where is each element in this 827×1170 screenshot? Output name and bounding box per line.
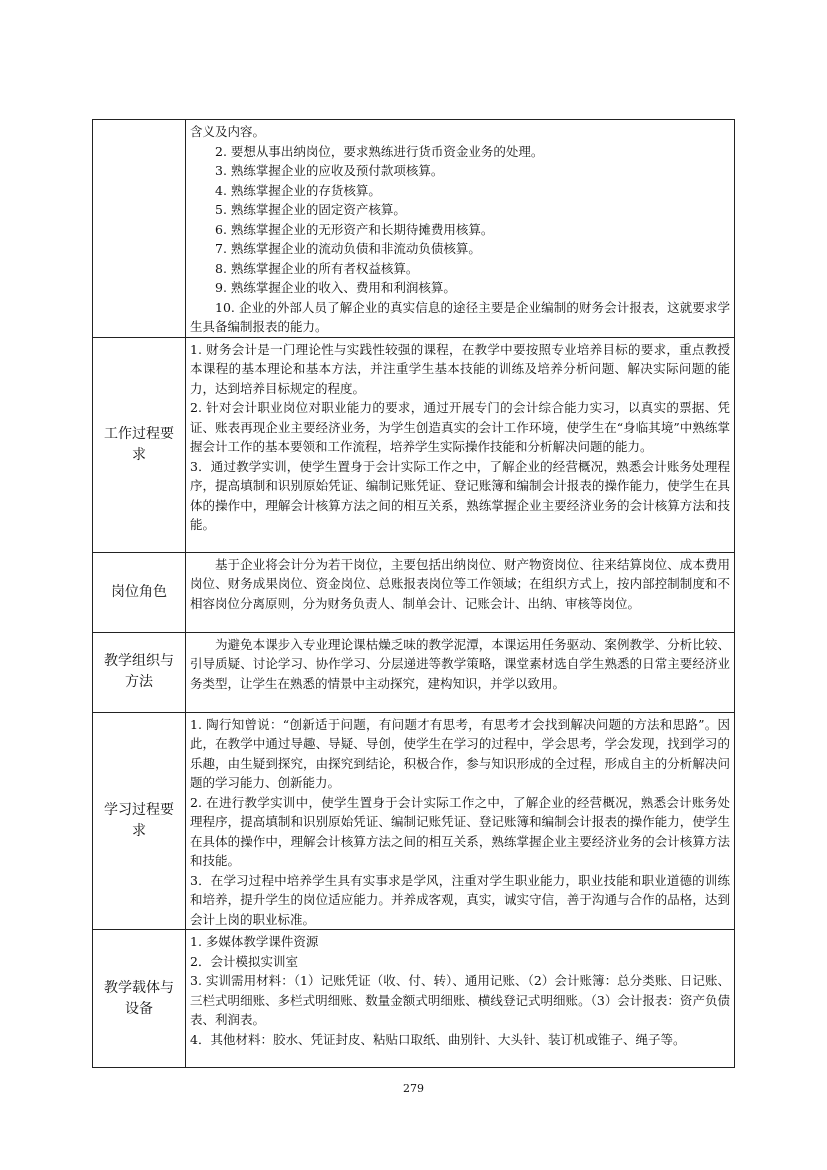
row-content-teaching-org	[186, 632, 735, 712]
row-label-intro	[93, 120, 186, 338]
row-label-learning-process: 学习过程要求	[93, 712, 186, 930]
intro-line: 10. 企业的外部人员了解企业的真实信息的途径主要是企业编制的财务会计报表，这就要求学生具备编制报表的能力。	[190, 299, 730, 334]
work-process-item: 2. 针对会计职业岗位对职业能力的要求，通过开展专门的会计综合能力实习，以真实的票据、凭证、账表再现企业主要经济业务，为学生创造真实的会计工作环境，使学生在“身临其境”中熟练掌握会计工作的基本要领和工作流程，培养学生实际操作技能和分析解决问题的能力。	[190, 400, 730, 454]
course-requirements-table	[92, 119, 735, 1068]
teaching-media-item: 4．其他材料：胶水、凭证封皮、粘贴口取纸、曲别针、大头针、装订机或锥子、绳子等。	[190, 1031, 686, 1047]
intro-line: 3. 熟练掌握企业的应收及预付款项核算。	[215, 163, 444, 178]
row-content-intro	[186, 120, 735, 338]
page-number: 279	[403, 1082, 424, 1095]
table-row-teaching-media	[93, 930, 735, 1068]
learning-process-item: 1. 陶行知曾说：“创新适于问题，有问题才有思考，有思考才会找到解决问题的方法和思路”。因此，在教学中通过导趣、导疑、导创，使学生在学习的过程中，学会思考，学会发现，找到学习的乐趣，由生疑到探究，由探究到结论，积极合作，参与知识形成的全过程，形成自主的分析解决问题的学习能力、创新能力。	[190, 716, 730, 790]
row-label-teaching-org: 教学组织与方法	[93, 632, 186, 712]
table-row-learning-process	[93, 712, 735, 930]
row-content-teaching-media	[186, 930, 735, 1068]
table-row-teaching-org	[93, 632, 735, 712]
table-row-roles	[93, 552, 735, 632]
intro-line: 7. 熟练掌握企业的流动负债和非流动负债核算。	[215, 241, 481, 256]
roles-text: 基于企业将会计分为若干岗位，主要包括出纳岗位、财产物资岗位、往来结算岗位、成本费用岗位、财务成果岗位、资金岗位、总账报表岗位等工作领域；在组织方式上，按内部控制制度和不相容岗位分离原则，分为财务负责人、制单会计、记账会计、出纳、审核等岗位。	[190, 556, 730, 611]
row-content-roles	[186, 552, 735, 632]
work-process-item: 1. 财务会计是一门理论性与实践性较强的课程，在教学中要按照专业培养目标的要求，重点教授本课程的基本理论和基本方法，并注重学生基本技能的训练及培养分析问题、解决实际问题的能力，达到培养目标规定的程度。	[190, 341, 730, 396]
learning-process-item: 2. 在进行教学实训中，使学生置身于会计实际工作之中，了解企业的经营概况，熟悉会计账务处理程序，提高填制和识别原始凭证、编制记账凭证、登记账簿和编制会计报表的操作能力，使学生在具体的操作中，理解会计核算方法之间的相互关系，熟练掌握企业主要经济业务的会计核算方法和技能。	[190, 794, 730, 868]
table-row-intro	[93, 120, 735, 338]
row-content-work-process	[186, 337, 735, 552]
row-label-teaching-media: 教学载体与设备	[93, 930, 186, 1068]
intro-line: 2. 要想从事出纳岗位，要求熟练进行货币资金业务的处理。	[215, 143, 544, 159]
teaching-media-item: 2．会计模拟实训室	[190, 953, 298, 969]
learning-process-item: 3．在学习过程中培养学生具有实事求是学风，注重对学生职业能力，职业技能和职业道德的训练和培养，提升学生的岗位适应能力。并养成客观，真实，诚实守信，善于沟通与合作的品格，达到会计上岗的职业标准。	[190, 872, 730, 927]
teaching-media-item: 3. 实训需用材料：（1）记账凭证（收、付、转）、通用记账、（2）会计账簿：总分类账、日记账、三栏式明细账、多栏式明细账、数量金额式明细账、横线登记式明细账。（3）会计报表：资产负债表、利润表。	[190, 973, 730, 1027]
row-label-roles: 岗位角色	[93, 552, 186, 632]
intro-line: 8. 熟练掌握企业的所有者权益核算。	[215, 260, 419, 276]
intro-line: 5. 熟练掌握企业的固定资产核算。	[215, 202, 406, 217]
row-label-work-process: 工作过程要求	[93, 337, 186, 552]
table-row-work-process	[93, 337, 735, 552]
intro-line: 6. 熟练掌握企业的无形资产和长期待摊费用核算。	[215, 221, 494, 237]
intro-line: 9. 熟练掌握企业的收入、费用和利润核算。	[215, 280, 456, 295]
intro-line: 4. 熟练掌握企业的存货核算。	[215, 182, 381, 198]
teaching-org-text: 为避免本课步入专业理论课枯燥乏味的教学泥潭，本课运用任务驱动、案例教学、分析比较、引导质疑、讨论学习、协作学习、分层递进等教学策略，课堂素材选自学生熟悉的日常主要经济业务类型，让学生在熟悉的情景中主动探究，建构知识，并学以致用。	[190, 636, 730, 691]
row-content-learning-process	[186, 712, 735, 930]
work-process-item: 3．通过教学实训，使学生置身于会计实际工作之中，了解企业的经营概况，熟悉会计账务处理程序，提高填制和识别原始凭证、编制记账凭证、登记账簿和编制会计报表的操作能力，使学生在具体的操作中，理解会计核算方法之间的相互关系，熟练掌握企业主要经济业务的会计核算方法和技能。	[190, 458, 730, 532]
intro-line: 含义及内容。	[190, 124, 266, 139]
teaching-media-item: 1. 多媒体教学课件资源	[190, 934, 319, 949]
